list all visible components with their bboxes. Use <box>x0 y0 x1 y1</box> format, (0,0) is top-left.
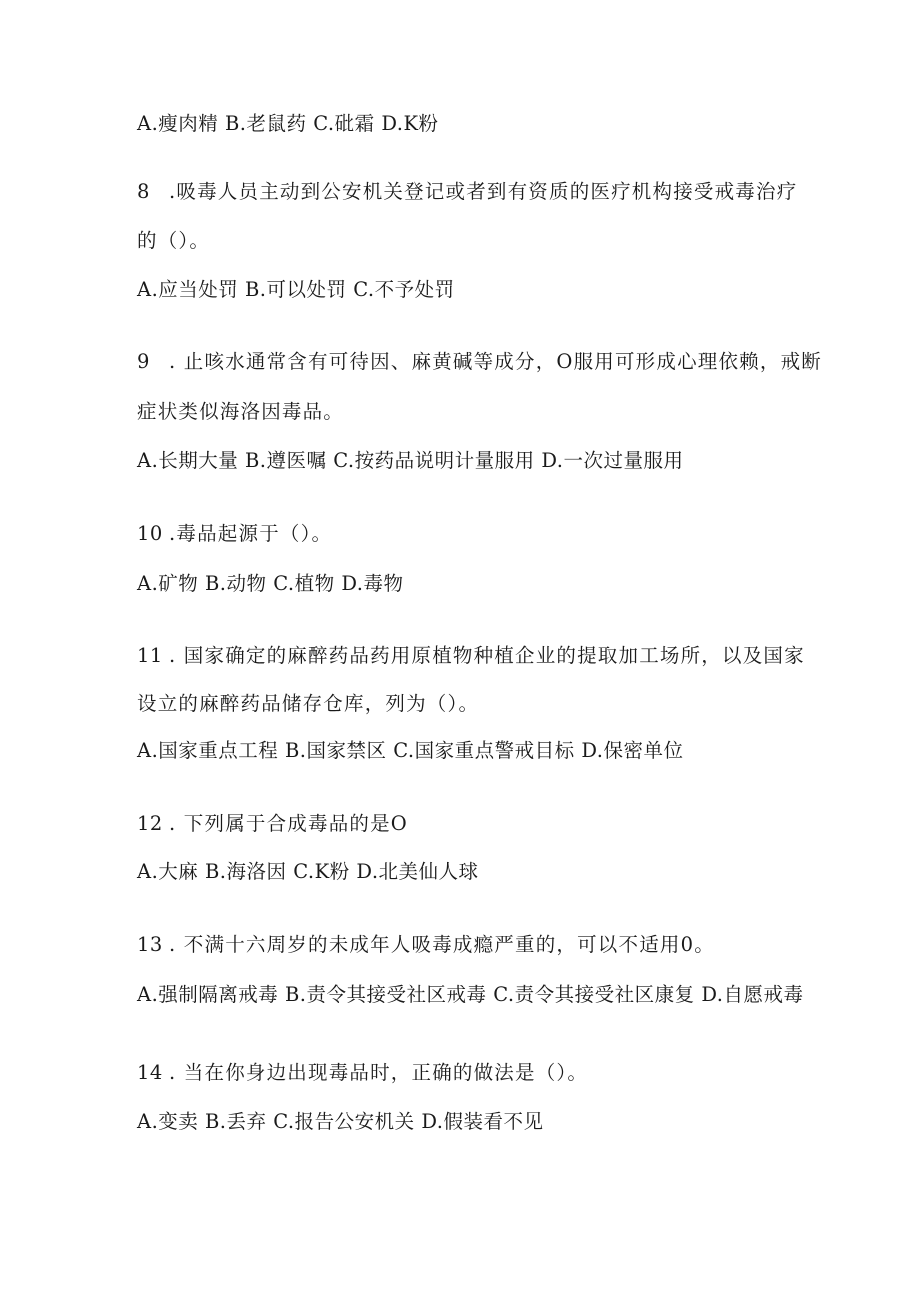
question-text: .毒品起源于（）。 <box>169 522 333 545</box>
q8-options: A.应当处罚 B.可以处罚 C.不予处罚 <box>137 278 455 301</box>
question-text: . 下列属于合成毒品的是O <box>169 812 408 835</box>
question-number: 9 <box>137 350 150 373</box>
question-number: 13 <box>137 933 163 956</box>
q9-options: A.长期大量 B.遵医嘱 C.按药品说明计量服用 D.一次过量服用 <box>137 449 684 472</box>
q10-options: A.矿物 B.动物 C.植物 D.毒物 <box>137 572 404 595</box>
question-text: . 止咳水通常含有可待因、麻黄碱等成分，O服用可形成心理依赖，戒断 <box>169 350 822 373</box>
question-text: . 当在你身边出现毒品时，正确的做法是（）。 <box>169 1061 589 1084</box>
q13-question <box>137 933 715 957</box>
q14-question <box>137 1061 588 1085</box>
q10-question <box>137 522 332 546</box>
q13-options: A.强制隔离戒毒 B.责令其接受社区戒毒 C.责令其接受社区康复 D.自愿戒毒 <box>137 983 804 1006</box>
question-number: 8 <box>137 180 150 203</box>
q12-question <box>137 812 408 836</box>
q11-question-continuation: 设立的麻醉药品储存仓库，列为（）。 <box>137 692 480 715</box>
q11-options: A.国家重点工程 B.国家禁区 C.国家重点警戒目标 D.保密单位 <box>137 739 684 762</box>
q9-question <box>137 350 822 374</box>
question-number: 11 <box>137 644 163 667</box>
question-number: 10 <box>137 522 163 545</box>
q9-question-continuation: 症状类似海洛因毒品。 <box>137 400 345 423</box>
q7-options: A.瘦肉精 B.老鼠药 C.砒霜 D.K粉 <box>137 112 439 135</box>
question-text: . 不满十六周岁的未成年人吸毒成瘾严重的，可以不适用0。 <box>169 933 715 956</box>
q14-options: A.变卖 B.丢弃 C.报告公安机关 D.假装看不见 <box>137 1110 544 1133</box>
q8-question-continuation: 的（）。 <box>137 229 211 252</box>
q11-question <box>137 644 805 668</box>
question-number: 14 <box>137 1061 163 1084</box>
question-text: . 国家确定的麻醉药品药用原植物种植企业的提取加工场所，以及国家 <box>169 644 805 667</box>
q12-options: A.大麻 B.海洛因 C.K粉 D.北美仙人球 <box>137 860 479 883</box>
question-text: .吸毒人员主动到公安机关登记或者到有资质的医疗机构接受戒毒治疗 <box>169 180 798 203</box>
q8-question <box>137 180 797 204</box>
question-number: 12 <box>137 812 163 835</box>
